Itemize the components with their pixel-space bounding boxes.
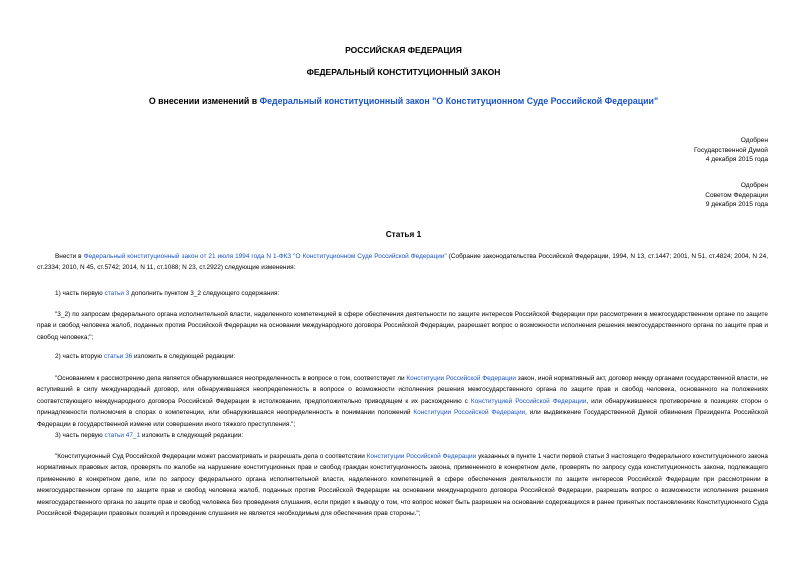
approval-label: Одобрен [740, 182, 768, 189]
text: Внести в [55, 253, 84, 260]
approval-label: Одобрен [740, 137, 768, 144]
article-47-1-link[interactable]: статьи 47_1 [104, 432, 141, 439]
text: изложить в следующей редакции: [132, 353, 236, 360]
item-1 [37, 288, 768, 299]
law-title-link[interactable]: Федеральный конституционный закон "О Конституционном Суде Российской Федерации" [259, 96, 659, 106]
text: 1) часть первую [55, 290, 105, 297]
text: "Конституционный Суд Российской Федерации может рассматривать и разрешать дела о соответствии [55, 453, 367, 460]
approval-federation-council [705, 181, 768, 210]
country-heading: РОССИЙСКАЯ ФЕДЕРАЦИЯ [345, 45, 462, 55]
constitution-link[interactable]: Конституции Российской Федерации [366, 453, 477, 460]
constitution-link[interactable]: Конституции Российской Федерации [413, 409, 526, 417]
approval-date: 9 декабря 2015 года [705, 201, 768, 209]
text: , или обнаружившееся противоречие в позициях сторон о принадлежности полномочия в спорах о компетенции, или обнаружившаяся неопределенность в понимании положений [37, 397, 769, 417]
approval-body: Государственной Думой [694, 146, 768, 154]
constitution-link[interactable]: Конституцией Российской Федерации [470, 397, 587, 405]
approval-duma [694, 136, 768, 165]
law-title [0, 96, 807, 106]
item-1-quote [37, 309, 768, 343]
text: 2) часть вторую [55, 353, 104, 360]
law-link[interactable]: Федеральный конституционный закон от 21 июля 1994 года N 1-ФКЗ "О Конституционном Суде Российской Федерации" [83, 253, 447, 260]
law-type-heading: ФЕДЕРАЛЬНЫЙ КОНСТИТУЦИОННЫЙ ЗАКОН [306, 67, 501, 77]
approval-date: 4 декабря 2015 года [705, 156, 768, 164]
article-heading: Статья 1 [385, 229, 422, 239]
law-title-prefix: О внесении изменений в [148, 96, 260, 106]
item-3 [37, 430, 768, 441]
text: изложить в следующей редакции: [140, 432, 244, 439]
article-3-link[interactable]: статьи 3 [104, 290, 130, 297]
text: 3) часть первую [55, 432, 105, 439]
approval-body: Советом Федерации [705, 191, 768, 199]
quote-text: "3_2) по запросам федерального органа исполнительной власти, наделенного компетенцией в сфере обеспечения деятельности по защите интересов Российской Федерации при рассмотрении в межгосударственном органе по защите прав и свобод человека жалоб, поданных против Российской Федерации на основании международного договора Российской Федерации, разрешает вопрос о возможности исполнения решения межгосударственного органа по защите прав и свобод человека;"; [37, 311, 768, 341]
text: дополнить пунктом 3_2 следующего содержания: [129, 290, 280, 297]
item-2 [37, 351, 768, 362]
article-36-link[interactable]: статьи 36 [103, 353, 133, 360]
text: (Собрание законодательства Российской Федерации, 1994, N 13, ст.1447; 2001, N 51, ст.4824; 2004, N 24, ст.2334; 2010, N 45, ст.5742; 2014, N 11, ст.1088; N 23, ст.2922) следующие изменения: [37, 253, 768, 272]
item-3-quote [37, 451, 768, 519]
text: закон, иной нормативный акт, договор между органами государственной власти, не вступивший в силу международный договор, или обнаружившаяся неопределенность в вопросе о возможности исполнения решения межгосударственного органа по защите прав и свобод человека, основанного на положениях соответствующего международного договора Российской Федерации в истолковании, предположительно приводящем к их расхождению с [37, 375, 768, 405]
constitution-link[interactable]: Конституции Российской Федерации [406, 375, 516, 382]
text: , или выдвижение Государственной Думой обвинения Президента Российской Федерации в государственной измене или совершении иного тяжкого преступления."; [37, 409, 768, 428]
text: "Основанием к рассмотрению дела является обнаружившаяся неопределенность в вопросе о том, соответствует ли [55, 375, 407, 382]
text: указанных в пункте 1 части первой статьи 3 настоящего Федерального конституционного закона нормативных правовых актов, проверять по жалобе на нарушение конституционных прав и свобод граждан конституционность закона, примененного в конкретном деле, проверять по запросу суда конституционность закона, подлежащего применению в конкретном деле, или по запросу федерального органа исполнительной власти, наделенного компетенцией в сфере обеспечения деятельности по защите интересов Российской Федерации при рассмотрении в межгосударственном органе по защите прав и свобод человека жалоб, поданных против Российской Федерации на основании международного договора Российской Федерации, разрешать вопрос о возможности исполнения решения межгосударственного органа по защите прав и свобод человека без проведения слушания, если придет к выводу о том, что вопрос может быть разрешен на основании содержащихся в ранее принятых постановлениях Конституционного Суда Российской Федерации правовых позиций и проведение слушания не является необходимым для обеспечения прав стороны."; [37, 453, 769, 518]
intro-paragraph [37, 251, 768, 274]
item-2-quote [37, 373, 768, 430]
